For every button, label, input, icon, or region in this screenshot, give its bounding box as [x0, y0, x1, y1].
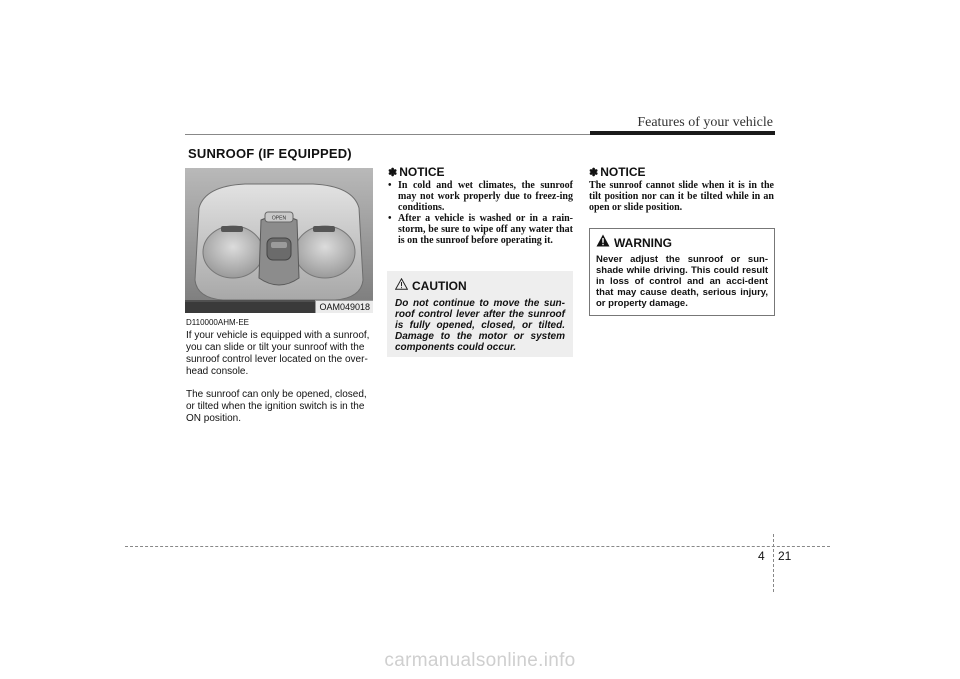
- footer-page-divider: [773, 534, 774, 592]
- overhead-console-photo: [185, 168, 373, 313]
- notice-1-label: NOTICE: [399, 165, 445, 179]
- notice-2-label: NOTICE: [600, 165, 646, 179]
- warning-box: [589, 228, 775, 316]
- overhead-console-illustration: [185, 168, 373, 313]
- caution-title: CAUTION: [412, 279, 467, 293]
- page-number: 21: [778, 549, 792, 563]
- notice-mark-icon: ✽: [589, 167, 599, 179]
- photo-caption: OAM049018: [315, 300, 373, 313]
- page-chapter: 4: [758, 549, 765, 563]
- caution-box: [387, 271, 573, 357]
- notice-1-bullet: • In cold and wet climates, the sunroof may not work properly due to freez-ing conditions.: [388, 180, 573, 213]
- caution-triangle-icon: [395, 277, 408, 295]
- open-button-label: OPEN: [271, 215, 287, 222]
- section-title: SUNROOF (IF EQUIPPED): [188, 146, 352, 161]
- warning-text: Never adjust the sunroof or sun-shade while driving. This could result in loss of control and an acci-dent that may cause death, serious injury, or property damage.: [596, 254, 768, 309]
- header-title: Features of your vehicle: [637, 115, 773, 130]
- body-paragraph-2: The sunroof can only be opened, closed, or tilted when the ignition switch is in the ON position.: [186, 389, 367, 424]
- watermark: carmanualsonline.info: [384, 650, 576, 671]
- section-code: D110000AHM-EE: [186, 318, 249, 327]
- notice-1-bullet: • After a vehicle is washed or in a rain-storm, be sure to wipe off any water that is on the sunroof before operating it.: [388, 213, 573, 246]
- notice-1-title: [388, 165, 445, 179]
- notice-1-list: [388, 180, 573, 246]
- footer-divider: [125, 546, 830, 547]
- warning-title: WARNING: [614, 236, 672, 250]
- header-rule-accent: [590, 131, 775, 135]
- notice-2-title: [589, 165, 646, 179]
- warning-triangle-icon: [596, 234, 610, 252]
- caution-text: Do not continue to move the sun-roof control lever after the sunroof is fully opened, closed, or tilted. Damage to the motor or system components could occur.: [395, 298, 565, 353]
- body-paragraph-1: If your vehicle is equipped with a sunroof, you can slide or tilt your sunroof with the sunroof control lever located on the over-head console.: [186, 330, 370, 377]
- caution-header: [395, 277, 565, 295]
- notice-2-text: The sunroof cannot slide when it is in the tilt position nor can it be tilted while in an open or slide position.: [589, 180, 774, 213]
- notice-mark-icon: ✽: [388, 167, 398, 179]
- warning-header: [596, 234, 768, 252]
